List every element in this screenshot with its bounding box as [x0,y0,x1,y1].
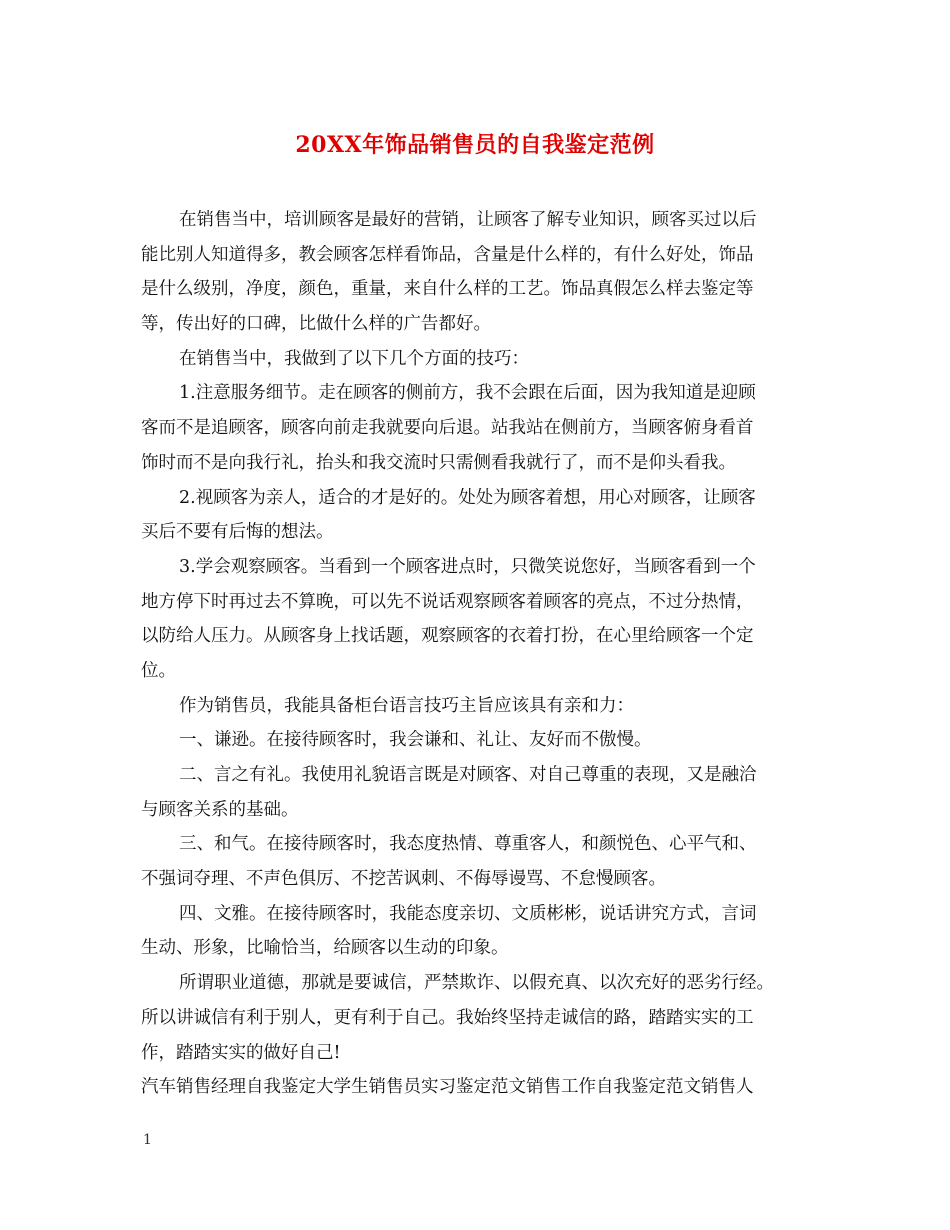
paragraph-line: 所以讲诚信有利于别人，更有利于自己。我始终坚持走诚信的路，踏踏实实的工 [141,1007,754,1028]
document-body [141,203,811,1105]
paragraph-line: 与顾客关系的基础。 [141,799,299,820]
paragraph-line: 能比别人知道得多，教会顾客怎样看饰品，含量是什么样的，有什么好处，饰品 [141,244,754,265]
paragraph-line: 客而不是追顾客，顾客向前走我就要向后退。站我站在侧前方，当顾客俯身看首 [141,418,754,439]
paragraph-line: 生动、形象，比喻恰当，给顾客以生动的印象。 [141,938,509,959]
paragraph-line: 以防给人压力。从顾客身上找话题，观察顾客的衣着打扮，在心里给顾客一个定 [141,626,754,647]
paragraph-line: 位。 [141,660,176,681]
paragraph-line: 一、谦逊。在接待顾客时，我会谦和、礼让、友好而不傲慢。 [179,730,652,751]
paragraph-line: 2.视顾客为亲人，适合的才是好的。处处为顾客着想，用心对顾客，让顾客 [179,487,756,508]
paragraph-line: 1.注意服务细节。走在顾客的侧前方，我不会跟在后面，因为我知道是迎顾 [179,383,756,404]
paragraph-line: 二、言之有礼。我使用礼貌语言既是对顾客、对自己尊重的表现，又是融洽 [179,765,757,785]
paragraph-line: 等，传出好的口碑，比做什么样的广告都好。 [141,314,491,335]
paragraph-line: 3.学会观察顾客。当看到一个顾客进点时，只微笑说您好，当顾客看到一个 [179,556,756,577]
paragraph-line: 在销售当中，我做到了以下几个方面的技巧： [179,348,529,369]
paragraph-line: 是什么级别，净度，颜色，重量，来自什么样的工艺。饰品真假怎么样去鉴定等 [141,279,754,300]
related-articles-line: 汽车销售经理自我鉴定大学生销售员实习鉴定范文销售工作自我鉴定范文销售人 [141,1077,754,1098]
paragraph-line: 在销售当中，培训顾客是最好的营销，让顾客了解专业知识，顾客买过以后 [179,210,757,230]
paragraph-line: 所谓职业道德，那就是要诚信，严禁欺诈、以假充真、以次充好的恶劣行经。 [179,973,774,994]
paragraph-line: 作为销售员，我能具备柜台语言技巧主旨应该具有亲和力： [179,695,634,716]
document-title: 20XX年饰品销售员的自我鉴定范例 [295,132,655,158]
paragraph-line: 四、文雅。在接待顾客时，我能态度亲切、文质彬彬，说话讲究方式，言词 [179,903,757,924]
paragraph-line: 地方停下时再过去不算晚，可以先不说话观察顾客着顾客的亮点，不过分热情， [141,591,754,612]
paragraph-line: 三、和气。在接待顾客时，我态度热情、尊重客人，和颜悦色、心平气和、 [179,834,757,855]
page-number: 1 [143,1132,152,1148]
paragraph-line: 饰时而不是向我行礼，抬头和我交流时只需侧看我就行了，而不是仰头看我。 [141,452,736,473]
paragraph-line: 不强词夺理、不声色俱厉、不挖苦讽刺、不侮辱谩骂、不怠慢顾客。 [141,869,666,890]
paragraph-line: 作，踏踏实实的做好自己! [141,1042,341,1063]
paragraph-line: 买后不要有后悔的想法。 [141,522,334,543]
